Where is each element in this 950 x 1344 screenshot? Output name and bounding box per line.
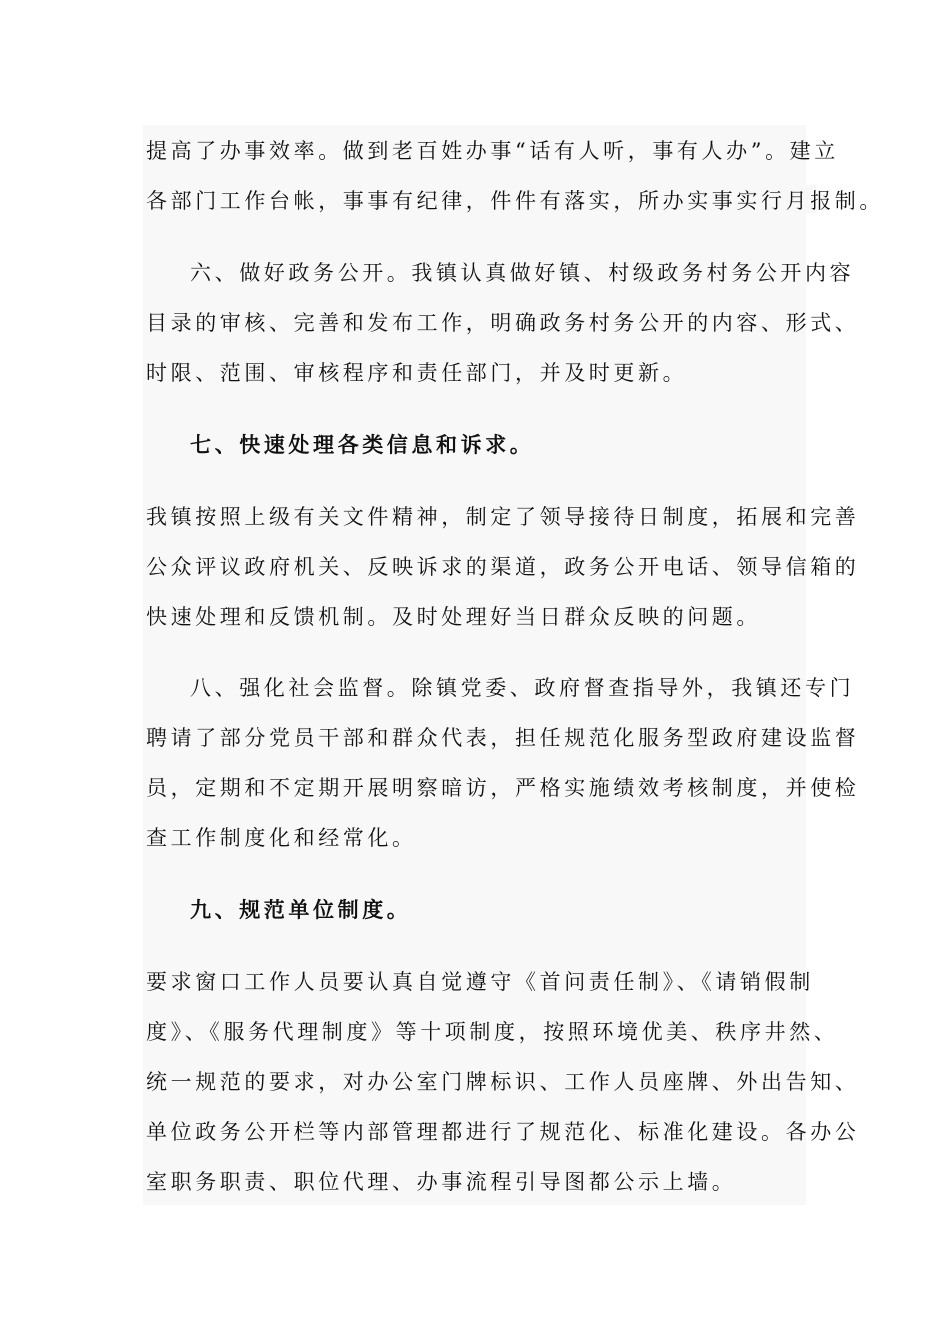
section-seven-heading: 七、快速处理各类信息和诉求。: [190, 432, 535, 457]
section-nine-heading: 九、规范单位制度。: [190, 897, 412, 922]
paragraph-line: 各部门工作台帐，事事有纪律，件件有落实，所办实事实行月报制。: [146, 189, 884, 213]
paragraph-line: 室职务职责、职位代理、办事流程引导图都公示上墙。: [146, 1170, 737, 1194]
paragraph-line: 聘请了部分党员干部和群众代表，担任规范化服务型政府建设监督: [146, 726, 860, 750]
paragraph-line: 快速处理和反馈机制。及时处理好当日群众反映的问题。: [146, 605, 761, 629]
paragraph-line: 度》、《服务代理制度》等十项制度，按照环境优美、秩序井然、: [146, 1020, 839, 1044]
section-six-first-line: 六、做好政务公开。我镇认真做好镇、村级政务村务公开内容: [190, 261, 855, 285]
paragraph-line: 员，定期和不定期开展明察暗访，严格实施绩效考核制度，并使检: [146, 776, 860, 800]
paragraph-line: 提高了办事效率。做到老百姓办事“话有人听，事有人办”。建立: [146, 139, 839, 163]
paragraph-line: 我镇按照上级有关文件精神，制定了领导接待日制度，拓展和完善: [146, 505, 860, 529]
paragraph-line: 查工作制度化和经常化。: [146, 826, 417, 850]
section-eight-first-line: 八、强化社会监督。除镇党委、政府督查指导外，我镇还专门: [190, 676, 855, 700]
paragraph-line: 时限、范围、审核程序和责任部门，并及时更新。: [146, 361, 688, 385]
paragraph-line: 公众评议政府机关、反映诉求的渠道，政务公开电话、领导信箱的: [146, 555, 860, 579]
paragraph-line: 统一规范的要求，对办公室门牌标识、工作人员座牌、外出告知、: [146, 1070, 860, 1094]
paragraph-line: 目录的审核、完善和发布工作，明确政务村务公开的内容、形式、: [146, 311, 860, 335]
paragraph-line: 要求窗口工作人员要认真自觉遵守《首问责任制》、《请销假制: [146, 970, 814, 994]
paragraph-line: 单位政务公开栏等内部管理都进行了规范化、标准化建设。各办公: [146, 1120, 860, 1144]
